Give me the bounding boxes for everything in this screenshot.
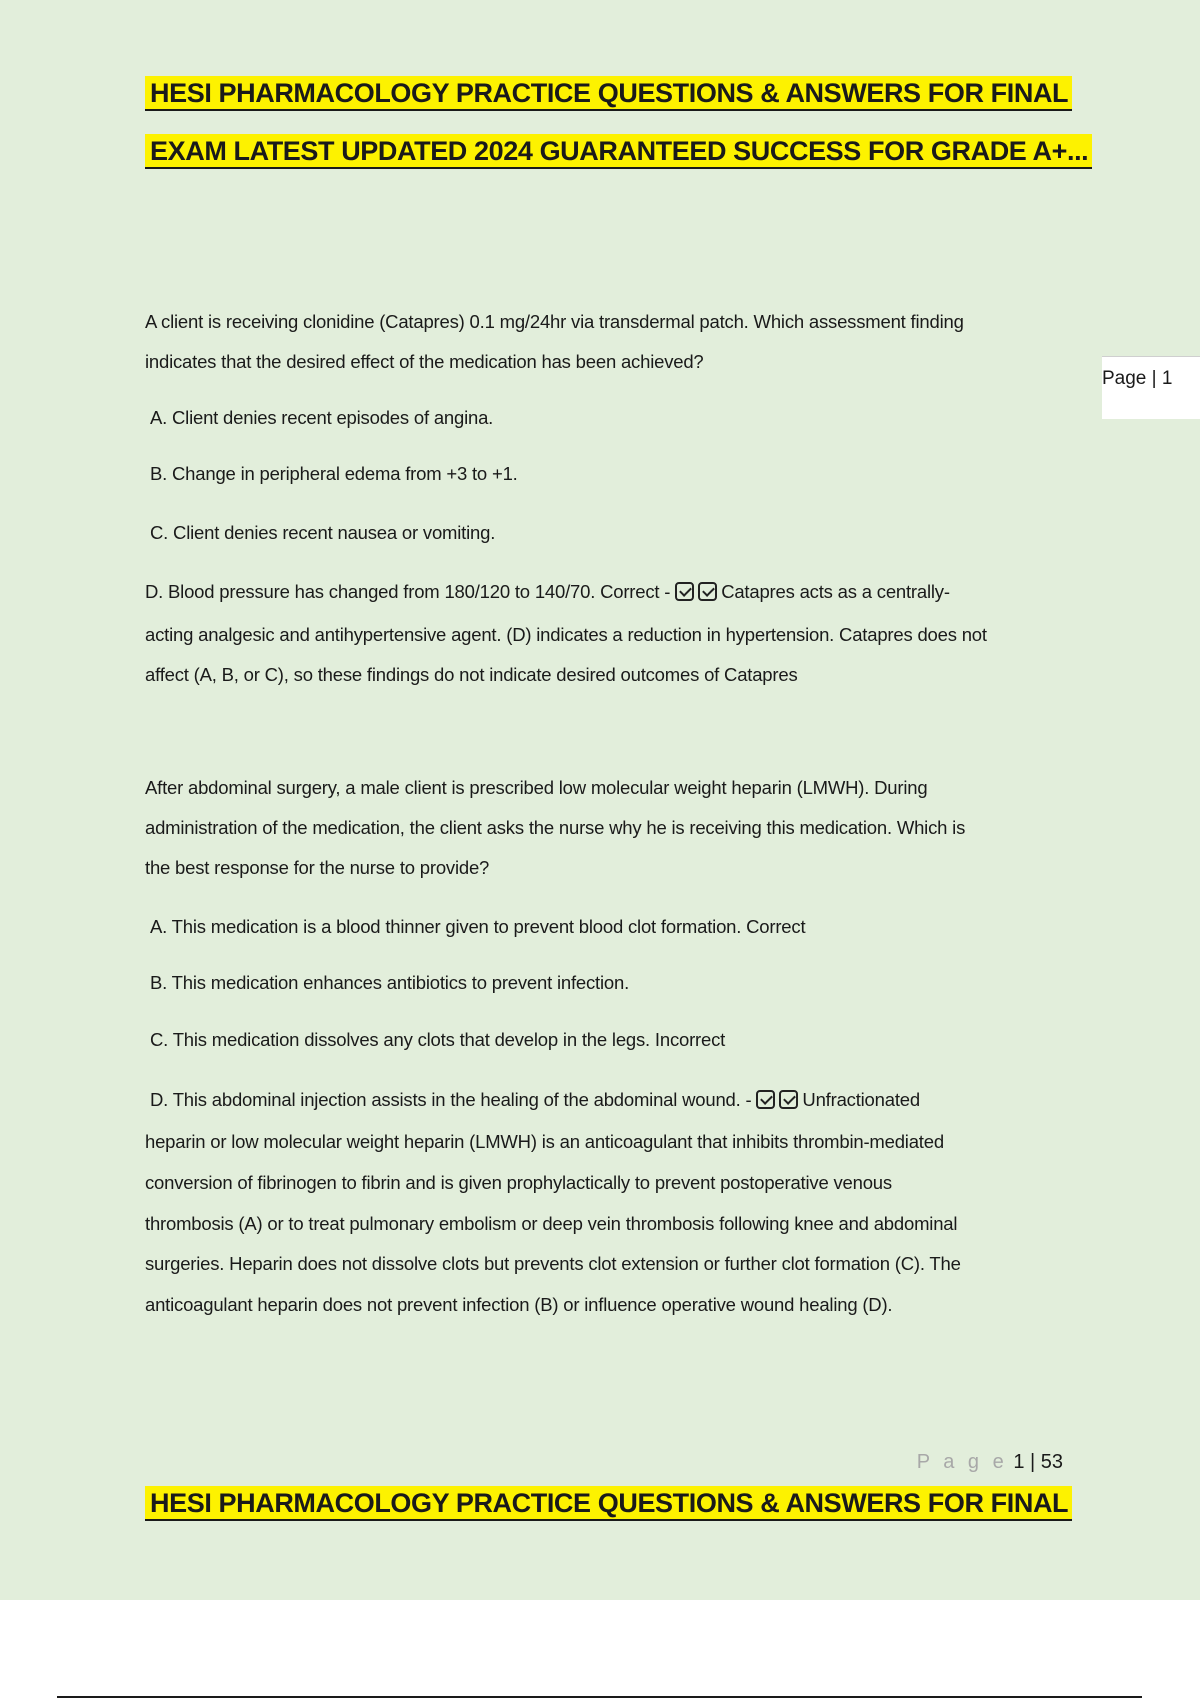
document-title-continued: EXAM LATEST UPDATED 2024 GUARANTEED SUCCESS FOR GRADE A+... (145, 134, 1092, 169)
footer-title: HESI PHARMACOLOGY PRACTICE QUESTIONS & ANSWERS FOR FINAL (145, 1486, 1072, 1521)
side-page-label-box (1102, 356, 1200, 419)
question-2-rationale-start: Unfractionated (802, 1089, 920, 1110)
page-number-label: P a g e (916, 1451, 1008, 1473)
question-2-stem-line-3: the best response for the nurse to provide? (145, 857, 490, 878)
question-2-option-d (150, 1089, 920, 1111)
check-box-icon (675, 582, 694, 601)
document-title: HESI PHARMACOLOGY PRACTICE QUESTIONS & ANSWERS FOR FINAL (145, 76, 1072, 111)
question-1-stem-line-2: indicates that the desired effect of the medication has been achieved? (145, 351, 704, 372)
question-2-rationale-line-1: heparin or low molecular weight heparin (LMWH) is an anticoagulant that inhibits thrombin-mediated (145, 1131, 944, 1152)
question-2-option-c: C. This medication dissolves any clots that develop in the legs. Incorrect (150, 1029, 726, 1050)
footer-title-line (145, 1486, 1072, 1521)
question-1-rationale-line-1: acting analgesic and antihypertensive agent. (D) indicates a reduction in hypertension. Catapres does not (145, 624, 987, 645)
bottom-divider (57, 1696, 1142, 1698)
title-line-2 (145, 134, 1092, 169)
question-2-rationale-line-5: anticoagulant heparin does not prevent infection (B) or influence operative wound healing (D). (145, 1294, 893, 1315)
question-1-option-a: A. Client denies recent episodes of angina. (150, 407, 494, 428)
check-box-icon (756, 1090, 775, 1109)
page-number-value: 1 | 53 (1013, 1451, 1063, 1473)
question-1-option-d-text: D. Blood pressure has changed from 180/120 to 140/70. Correct - (145, 581, 676, 602)
question-2-rationale-line-4: surgeries. Heparin does not dissolve clots but prevents clot extension or further clot formation (C). The (145, 1253, 961, 1274)
page-number (917, 1451, 1063, 1474)
question-2-option-a: A. This medication is a blood thinner given to prevent blood clot formation. Correct (150, 916, 806, 937)
title-line-1 (145, 76, 1072, 111)
question-1-option-d (145, 581, 950, 603)
question-2-stem-line-2: administration of the medication, the client asks the nurse why he is receiving this medication. Which is (145, 817, 966, 838)
check-box-icon (698, 582, 717, 601)
check-box-icon (779, 1090, 798, 1109)
question-1-option-c: C. Client denies recent nausea or vomiting. (150, 522, 496, 543)
question-1-stem-line-1: A client is receiving clonidine (Catapres) 0.1 mg/24hr via transdermal patch. Which assessment finding (145, 311, 964, 332)
question-1-rationale-start: Catapres acts as a centrally- (721, 581, 950, 602)
question-2-rationale-line-3: thrombosis (A) or to treat pulmonary embolism or deep vein thrombosis following knee and abdominal (145, 1213, 958, 1234)
question-1-rationale-line-2: affect (A, B, or C), so these findings do not indicate desired outcomes of Catapres (145, 664, 798, 685)
question-2-option-b: B. This medication enhances antibiotics to prevent infection. (150, 972, 630, 993)
question-1-option-b: B. Change in peripheral edema from +3 to +1. (150, 463, 518, 484)
question-2-stem-line-1: After abdominal surgery, a male client is prescribed low molecular weight heparin (LMWH). During (145, 777, 928, 798)
question-2-option-d-text: D. This abdominal injection assists in the healing of the abdominal wound. - (150, 1089, 757, 1110)
side-page-label: Page | 1 (1102, 368, 1173, 389)
question-2-rationale-line-2: conversion of fibrinogen to fibrin and is given prophylactically to prevent postoperative venous (145, 1172, 892, 1193)
